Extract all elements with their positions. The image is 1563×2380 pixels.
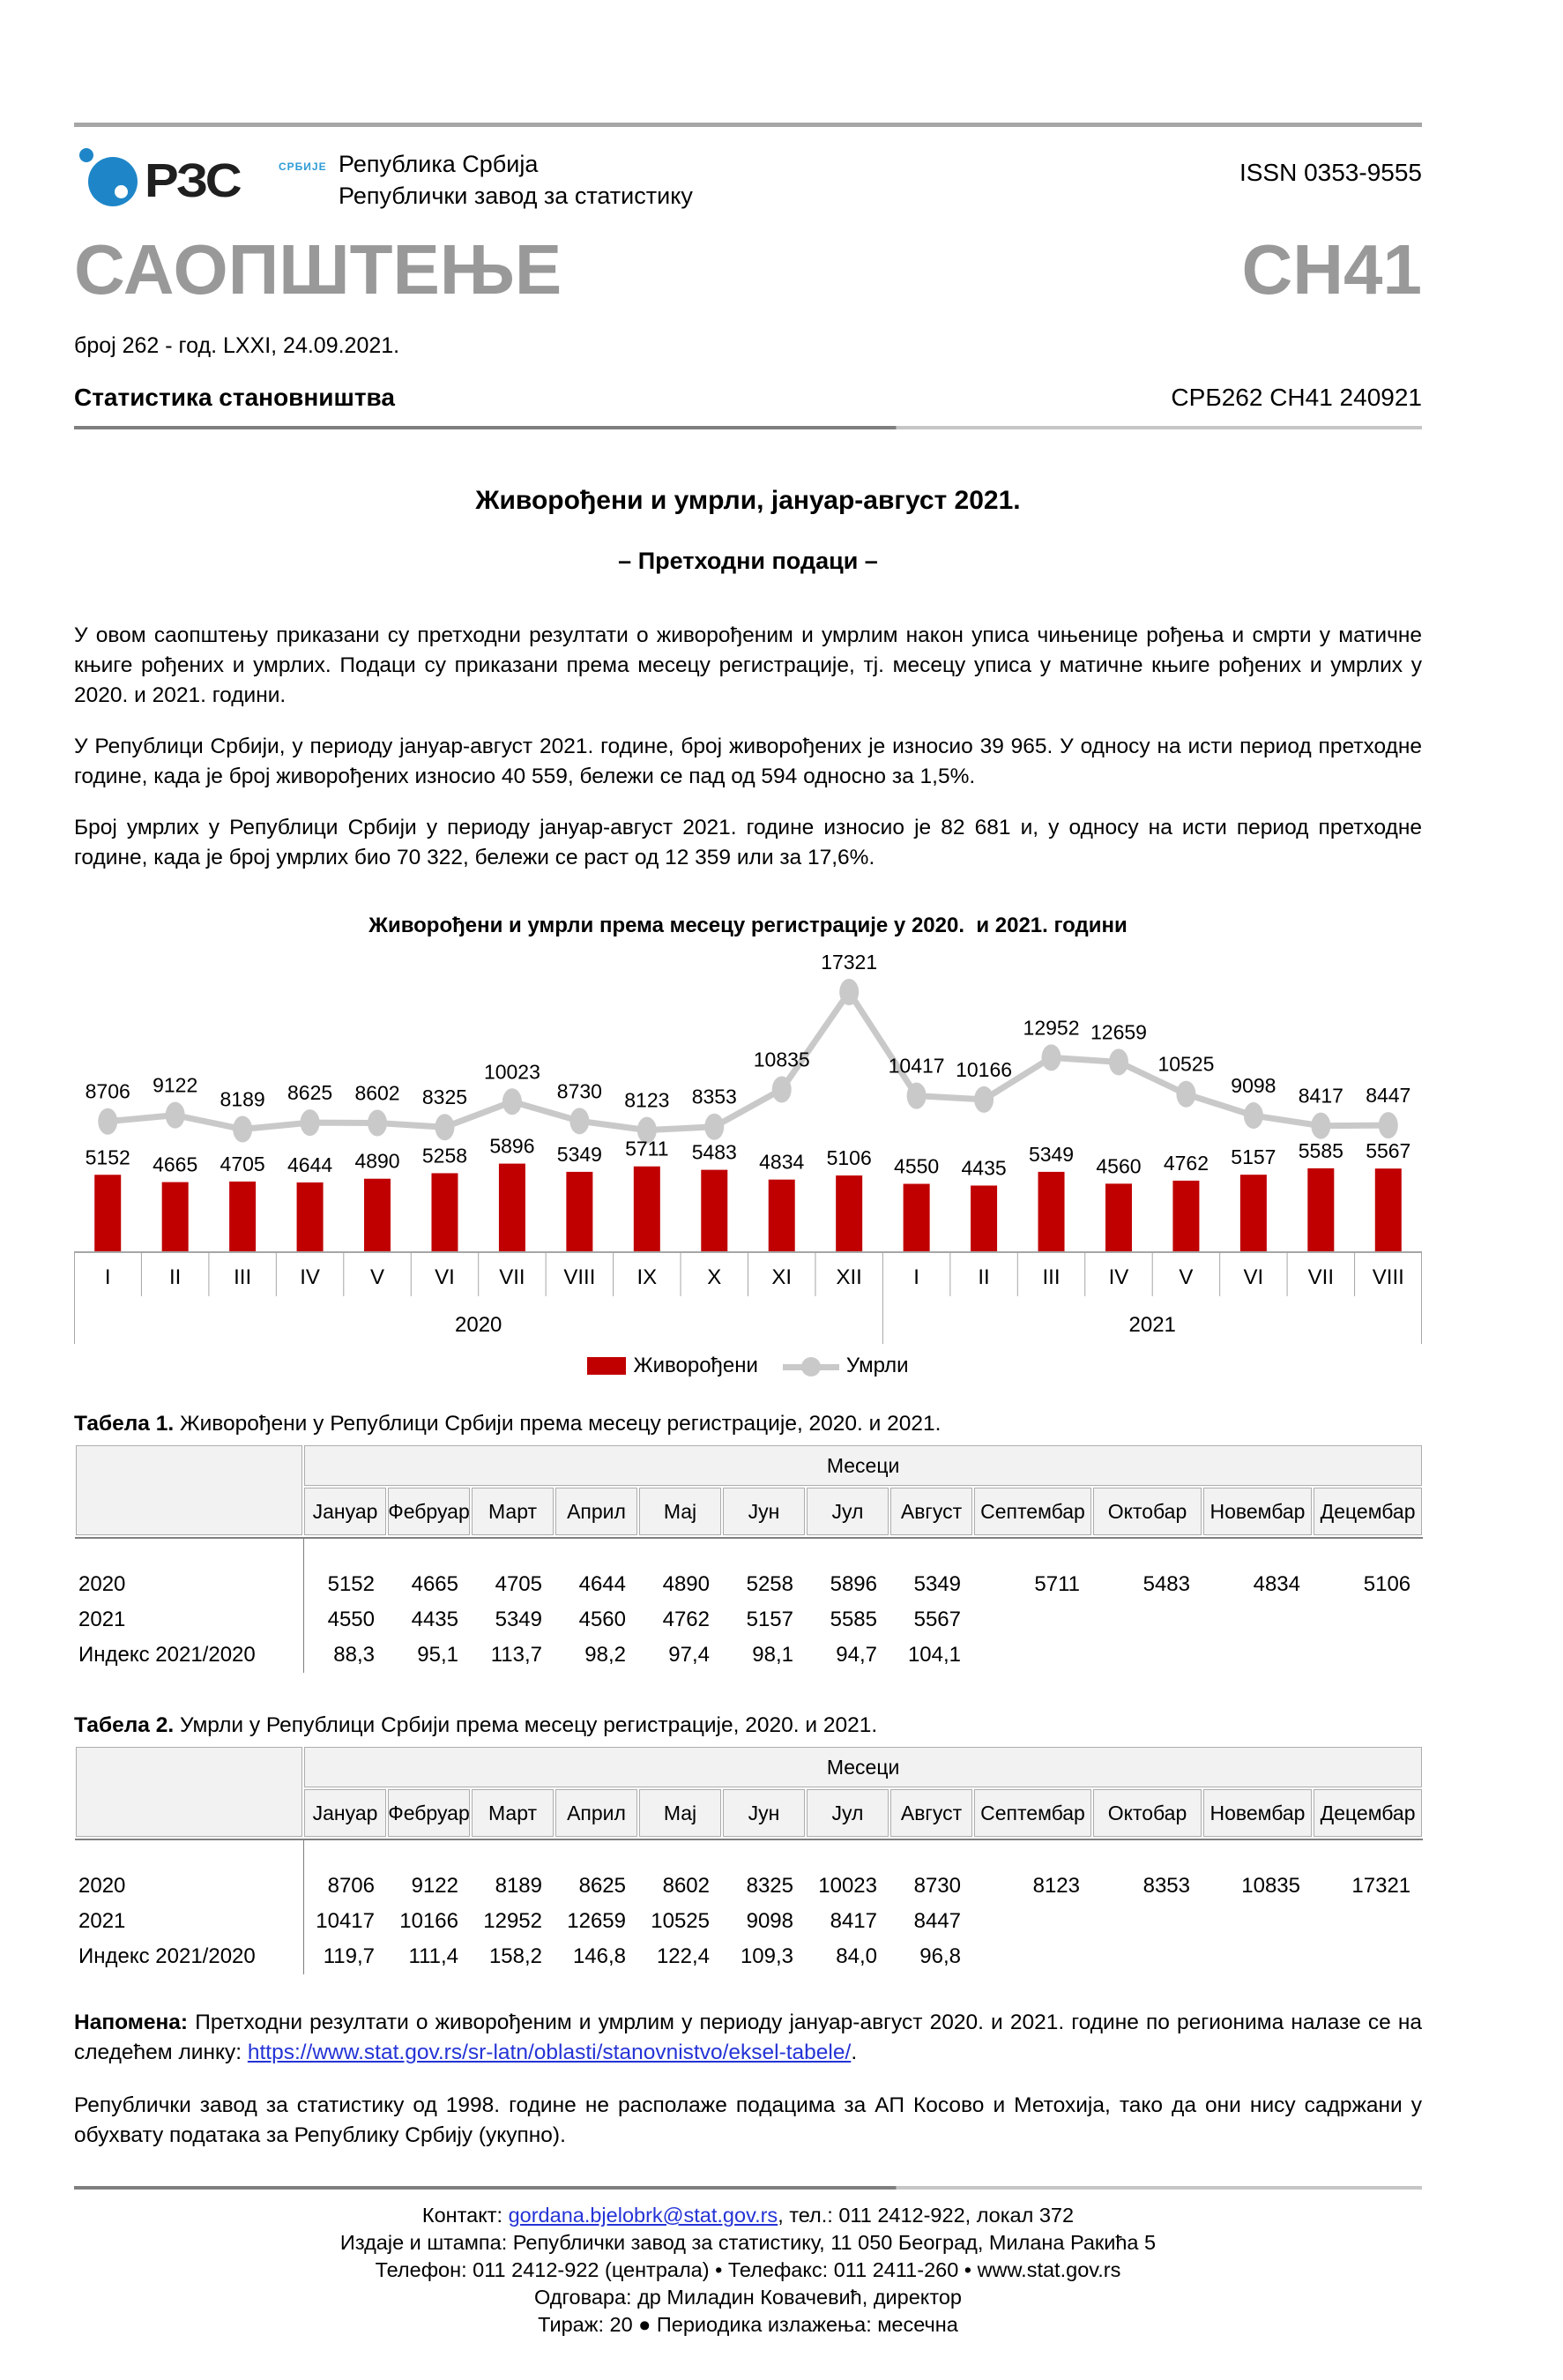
bar-value-label: 5157 xyxy=(1231,1145,1276,1169)
data-cell: 4644 xyxy=(578,1572,626,1596)
line-value-label: 8353 xyxy=(691,1085,737,1108)
logo-acronym: РЗС xyxy=(145,153,241,207)
logo-inner-circle xyxy=(115,185,128,198)
births-table xyxy=(74,1444,1424,1673)
month-label: I xyxy=(104,1265,111,1289)
row-label: 2021 xyxy=(75,1602,303,1638)
column-header: Мај xyxy=(638,1788,722,1838)
month-label: II xyxy=(978,1265,990,1289)
line-marker xyxy=(368,1109,387,1136)
table-group-row xyxy=(75,1746,1423,1788)
bar-value-label: 5711 xyxy=(625,1137,669,1160)
contact-email-link[interactable]: gordana.bjelobrk@stat.gov.rs xyxy=(508,2204,778,2227)
bar xyxy=(229,1182,256,1252)
legend-births-label: Живорођени xyxy=(633,1354,758,1377)
data-cell: 97,4 xyxy=(668,1643,710,1667)
line-marker xyxy=(435,1114,454,1140)
data-cell: 95,1 xyxy=(417,1643,458,1667)
row-label: 2021 xyxy=(75,1904,303,1939)
data-cell: 4550 xyxy=(327,1608,375,1631)
bar xyxy=(1105,1183,1132,1252)
footer-responsible-line: Одговара: др Миладин Ковачевић, директор xyxy=(534,2286,962,2309)
line-marker xyxy=(1042,1044,1061,1071)
table-row xyxy=(75,1939,1423,1974)
logo-sup-text: СРБИЈЕ xyxy=(279,160,327,173)
line-marker xyxy=(704,1114,724,1140)
column-header: Јун xyxy=(722,1487,806,1536)
group-header-cell: Месеци xyxy=(303,1444,1423,1487)
data-cell: 146,8 xyxy=(572,1944,626,1968)
data-cell: 88,3 xyxy=(333,1643,375,1667)
data-cell: 5896 xyxy=(830,1572,877,1596)
issue-line: број 262 - год. LXXI, 24.09.2021. xyxy=(74,333,400,358)
year-label: 2020 xyxy=(455,1313,502,1337)
data-cell xyxy=(1092,1638,1202,1673)
gap-cell xyxy=(303,1840,1423,1869)
table1-caption xyxy=(74,1412,1422,1436)
data-cell xyxy=(1313,1904,1423,1939)
bar xyxy=(297,1183,324,1252)
chart-title: Живорођени и умрли према месецу регистрације у 2020. и 2021. години xyxy=(368,914,1128,937)
column-header: Август xyxy=(889,1788,973,1838)
bar-value-label: 4890 xyxy=(354,1149,400,1173)
footer-divider xyxy=(74,2186,1422,2190)
section-code: СРБ262 СН41 240921 xyxy=(1171,384,1422,411)
line-value-label: 8447 xyxy=(1366,1084,1411,1108)
row-label: Индекс 2021/2020 xyxy=(75,1939,303,1974)
bar-value-label: 4644 xyxy=(287,1153,333,1176)
bar-value-label: 5349 xyxy=(556,1142,602,1166)
data-cell: 9098 xyxy=(746,1909,793,1933)
line-value-label: 8625 xyxy=(287,1081,333,1105)
logo-small-dot xyxy=(79,148,93,162)
column-header: Јануар xyxy=(303,1788,387,1838)
line-value-label: 17321 xyxy=(821,951,878,974)
bar xyxy=(971,1185,997,1252)
column-header: Април xyxy=(554,1788,638,1838)
data-cell: 8325 xyxy=(746,1874,793,1898)
month-label: IV xyxy=(1108,1265,1129,1289)
year-label: 2021 xyxy=(1128,1313,1176,1337)
data-cell: 111,4 xyxy=(408,1944,458,1968)
data-cell: 5349 xyxy=(913,1572,961,1596)
data-cell: 5258 xyxy=(746,1572,793,1596)
data-cell: 12659 xyxy=(567,1909,626,1933)
bar xyxy=(904,1184,930,1252)
line-marker xyxy=(839,979,859,1005)
chart-legend xyxy=(74,1354,1422,1378)
month-label: III xyxy=(234,1265,252,1289)
data-cell xyxy=(1313,1939,1423,1974)
line-value-label: 9098 xyxy=(1231,1074,1276,1098)
line-value-label: 8325 xyxy=(421,1086,468,1109)
bulletin-code: СН41 xyxy=(1241,230,1422,309)
article-title: Живорођени и умрли, јануар-август 2021. xyxy=(475,486,1021,515)
column-header: Март xyxy=(471,1788,554,1838)
month-label: V xyxy=(370,1265,385,1289)
line-value-label: 10166 xyxy=(956,1057,1013,1081)
bar-value-label: 5567 xyxy=(1366,1139,1411,1163)
data-cell xyxy=(1202,1638,1313,1673)
data-cell: 122,4 xyxy=(656,1944,710,1968)
bar-value-label: 4665 xyxy=(153,1153,198,1176)
column-header: Новембар xyxy=(1202,1487,1313,1536)
line-value-label: 8602 xyxy=(354,1081,400,1105)
data-cell xyxy=(1092,1939,1202,1974)
rzs-logo xyxy=(74,138,339,222)
column-header: Јануар xyxy=(303,1487,387,1536)
data-cell: 5483 xyxy=(1142,1572,1190,1596)
org-line-2: Републички завод за статистику xyxy=(339,183,693,209)
line-value-label: 12659 xyxy=(1090,1020,1147,1044)
chart xyxy=(74,942,1422,1354)
bar xyxy=(1038,1172,1065,1252)
column-header: Март xyxy=(471,1487,554,1536)
data-cell xyxy=(1092,1602,1202,1638)
column-header: Април xyxy=(554,1487,638,1536)
bar-value-label: 5483 xyxy=(691,1140,737,1164)
data-cell xyxy=(973,1939,1092,1974)
bar xyxy=(1172,1181,1199,1252)
section-divider xyxy=(74,426,1422,429)
bar xyxy=(1240,1175,1267,1252)
legend-item-births xyxy=(587,1354,757,1378)
line-marker xyxy=(974,1086,994,1113)
data-cell: 8730 xyxy=(913,1874,961,1898)
line-marker xyxy=(1176,1081,1195,1108)
line-value-label: 8730 xyxy=(556,1079,602,1103)
column-header: Мај xyxy=(638,1487,722,1536)
line-value-label: 10525 xyxy=(1157,1052,1215,1076)
legend-deaths-label: Умрли xyxy=(845,1354,909,1377)
bulletin-title: САОПШТЕЊЕ xyxy=(74,230,562,309)
month-label: XII xyxy=(836,1265,862,1289)
bar-value-label: 4834 xyxy=(759,1150,805,1174)
page-header xyxy=(74,138,1422,222)
table-group-row xyxy=(75,1444,1423,1487)
line-marker xyxy=(233,1116,252,1143)
data-cell: 5152 xyxy=(327,1572,375,1596)
excel-tables-link[interactable]: https://www.stat.gov.rs/sr-latn/oblasti/stanovnistvo/eksel-tabele/ xyxy=(247,2041,852,2064)
data-cell: 17321 xyxy=(1351,1874,1411,1898)
line-marker xyxy=(1244,1102,1263,1129)
table-gap-row xyxy=(75,1840,1423,1869)
table1-caption-text: Живорођени у Републици Србији према месецу регистрације, 2020. и 2021. xyxy=(174,1412,942,1436)
contact-rest: , тел.: 011 2412-922, локал 372 xyxy=(778,2204,1075,2227)
data-cell: 10525 xyxy=(651,1909,710,1933)
footer-circulation-line: Тираж: 20 ● Периодика излажења: месечна xyxy=(538,2313,958,2336)
paragraph-2: У Републици Србији, у периоду јануар-август 2021. године, број живорођених је износио 39 965. У односу на исти период претходне године, када је број живорођених износио 40 559, бележи се пад од 594 односно за 1,5%. xyxy=(74,735,1422,788)
data-cell: 119,7 xyxy=(323,1944,375,1968)
section-row xyxy=(74,384,1422,412)
bar-value-label: 5106 xyxy=(826,1146,872,1170)
line-value-label: 10835 xyxy=(753,1048,810,1071)
column-header: Јул xyxy=(806,1788,889,1838)
month-label: IV xyxy=(300,1265,320,1289)
table2-caption xyxy=(74,1713,1422,1738)
legend-deaths-swatch xyxy=(783,1364,839,1370)
line-marker xyxy=(166,1102,185,1129)
footer-phone-line: Телефон: 011 2412-922 (централа) • Телефакс: 011 2411-260 • www.stat.gov.rs xyxy=(375,2258,1121,2281)
corner-cell xyxy=(75,1444,303,1536)
note-text-after-link: . xyxy=(851,2041,858,2064)
footer xyxy=(74,2202,1422,2339)
line-value-label: 8706 xyxy=(85,1079,130,1103)
month-label: IX xyxy=(636,1265,658,1289)
month-label: III xyxy=(1042,1265,1061,1289)
masthead xyxy=(74,230,1422,309)
data-cell: 8353 xyxy=(1142,1874,1190,1898)
bar xyxy=(94,1175,121,1252)
logo-circle xyxy=(88,157,138,206)
line-marker xyxy=(569,1108,589,1134)
table2-caption-text: Умрли у Републици Србији према месецу регистрације, 2020. и 2021. xyxy=(174,1713,878,1737)
bar xyxy=(836,1175,862,1252)
month-label: VII xyxy=(499,1265,525,1289)
column-header: Септембар xyxy=(973,1788,1092,1838)
org-line-1: Република Србија xyxy=(339,151,539,177)
gap-cell xyxy=(75,1840,303,1869)
line-marker xyxy=(502,1088,522,1115)
month-label: I xyxy=(913,1265,919,1289)
table-gap-row xyxy=(75,1539,1423,1567)
data-cell: 94,7 xyxy=(836,1643,877,1667)
column-header: Фебруар xyxy=(387,1788,471,1838)
column-header: Децембар xyxy=(1313,1788,1423,1838)
row-label: 2020 xyxy=(75,1567,303,1602)
bar xyxy=(701,1170,727,1252)
data-cell: 158,2 xyxy=(488,1944,542,1968)
line-value-label: 8189 xyxy=(220,1087,265,1111)
note-label: Напомена: xyxy=(74,2011,189,2034)
data-cell xyxy=(973,1904,1092,1939)
data-cell: 8123 xyxy=(1032,1874,1080,1898)
data-cell: 8706 xyxy=(327,1874,375,1898)
table-row xyxy=(75,1602,1423,1638)
data-cell: 4435 xyxy=(411,1608,458,1631)
paragraph-1: У овом саопштењу приказани су претходни резултати о живорођеним и умрлим након уписа чињенице рођења и смрти у матичне књиге рођених и умрлих. Подаци су приказани према месецу регистрације, тј. месецу уписа у матичне књиге рођених и умрлих у 2020. и 2021. години. xyxy=(74,623,1422,707)
data-cell: 98,2 xyxy=(584,1643,626,1667)
month-label: VI xyxy=(1243,1265,1264,1289)
line-value-label: 10417 xyxy=(888,1054,945,1078)
corner-cell xyxy=(75,1746,303,1838)
month-label: VIII xyxy=(1372,1265,1404,1289)
bar xyxy=(364,1179,391,1252)
data-cell: 4560 xyxy=(578,1608,626,1631)
line-value-label: 8417 xyxy=(1298,1084,1343,1108)
chart-canvas xyxy=(74,942,1422,1349)
line-marker xyxy=(1379,1112,1398,1138)
line-marker xyxy=(907,1083,927,1109)
org-name xyxy=(339,138,693,222)
line-marker xyxy=(772,1076,792,1102)
month-label: X xyxy=(707,1265,722,1289)
column-header: Децембар xyxy=(1313,1487,1423,1536)
row-label: 2020 xyxy=(75,1869,303,1904)
data-cell: 5157 xyxy=(746,1608,793,1631)
footer-publisher-line: Издаје и штампа: Републички завод за статистику, 11 050 Београд, Милана Ракића 5 xyxy=(339,2231,1157,2254)
table-row xyxy=(75,1567,1423,1602)
group-header-cell: Месеци xyxy=(303,1746,1423,1788)
line-value-label: 10023 xyxy=(483,1060,540,1084)
line-marker xyxy=(1311,1113,1330,1139)
top-divider xyxy=(74,123,1422,127)
data-cell: 8602 xyxy=(662,1874,710,1898)
bar-value-label: 5585 xyxy=(1298,1138,1343,1162)
data-cell: 98,1 xyxy=(752,1643,793,1667)
data-cell: 12952 xyxy=(483,1909,542,1933)
bar xyxy=(1375,1168,1402,1252)
footer-contact-line xyxy=(74,2202,1422,2229)
bar xyxy=(162,1183,189,1252)
row-label: Индекс 2021/2020 xyxy=(75,1638,303,1673)
data-cell: 4665 xyxy=(411,1572,458,1596)
bar-value-label: 4560 xyxy=(1096,1154,1142,1178)
column-header: Јул xyxy=(806,1487,889,1536)
column-header: Фебруар xyxy=(387,1487,471,1536)
line-marker xyxy=(1109,1048,1128,1075)
column-header: Јун xyxy=(722,1788,806,1838)
data-cell: 84,0 xyxy=(836,1944,877,1968)
month-label: II xyxy=(169,1265,182,1289)
line-marker xyxy=(301,1109,320,1136)
data-cell xyxy=(1202,1602,1313,1638)
data-cell: 4890 xyxy=(662,1572,710,1596)
gap-cell xyxy=(303,1539,1423,1567)
data-cell: 8625 xyxy=(578,1874,626,1898)
bulletin-page xyxy=(74,123,1422,2339)
data-cell: 8447 xyxy=(913,1909,961,1933)
issn-number: ISSN 0353-9555 xyxy=(1239,159,1422,186)
note-text-before-link: Претходни резултати о живорођеним и умрлим у периоду јануар-август 2020. и 2021. године по регионима налазе се на следећем линку: xyxy=(74,2011,1422,2064)
month-label: VII xyxy=(1307,1265,1334,1289)
month-label: VIII xyxy=(563,1265,596,1289)
bar xyxy=(769,1180,795,1252)
line-marker xyxy=(98,1108,117,1135)
data-cell: 5711 xyxy=(1034,1572,1080,1596)
data-cell: 109,3 xyxy=(740,1944,793,1968)
contact-label: Контакт: xyxy=(421,2204,509,2227)
legend-deaths-marker xyxy=(801,1357,821,1377)
section-title: Статистика становништва xyxy=(74,384,395,411)
bar-value-label: 4705 xyxy=(220,1152,265,1175)
table-row xyxy=(75,1904,1423,1939)
bar-value-label: 4762 xyxy=(1163,1151,1209,1175)
bar-value-label: 4550 xyxy=(894,1154,940,1178)
data-cell: 5349 xyxy=(495,1608,542,1631)
bar xyxy=(1307,1168,1334,1252)
table1-caption-number: Табела 1. xyxy=(74,1412,175,1436)
month-label: VI xyxy=(435,1265,455,1289)
data-cell xyxy=(1202,1904,1313,1939)
data-cell: 113,7 xyxy=(490,1643,542,1667)
legend-item-deaths xyxy=(783,1354,909,1378)
data-cell: 10023 xyxy=(818,1874,877,1898)
data-cell: 9122 xyxy=(411,1874,458,1898)
data-cell: 8189 xyxy=(495,1874,542,1898)
data-cell: 10835 xyxy=(1241,1874,1300,1898)
deaths-table xyxy=(74,1745,1424,1974)
bar xyxy=(499,1164,525,1252)
data-cell: 96,8 xyxy=(919,1944,961,1968)
data-cell: 8417 xyxy=(830,1909,877,1933)
data-cell: 5585 xyxy=(830,1608,877,1631)
table-row xyxy=(75,1869,1423,1904)
data-cell: 4705 xyxy=(495,1572,542,1596)
data-cell xyxy=(1313,1638,1423,1673)
table-row xyxy=(75,1638,1423,1673)
data-cell: 10166 xyxy=(399,1909,458,1933)
line-value-label: 8123 xyxy=(624,1088,670,1112)
bar-value-label: 5258 xyxy=(421,1144,468,1168)
data-cell: 4834 xyxy=(1253,1572,1300,1596)
bar-value-label: 5152 xyxy=(85,1145,130,1169)
paragraph-3: Број умрлих у Републици Србији у периоду јануар-август 2021. године износио је 82 681 и, у односу на исти период претходне године, када је број умрлих био 70 322, бележи се раст од 12 359 или за 17,6%. xyxy=(74,816,1422,869)
data-cell xyxy=(973,1602,1092,1638)
column-header: Август xyxy=(889,1487,973,1536)
note-paragraph xyxy=(74,2008,1422,2068)
kosovo-note-paragraph: Републички завод за статистику од 1998. године не располаже подацима за АП Косово и Метохија, тако да они нису садржани у обухвату података за Републику Србију (укупно). xyxy=(74,2093,1422,2147)
data-cell xyxy=(1202,1939,1313,1974)
bar-value-label: 5349 xyxy=(1028,1142,1075,1166)
column-header: Октобар xyxy=(1092,1487,1202,1536)
data-cell: 5106 xyxy=(1363,1572,1411,1596)
table2-caption-number: Табела 2. xyxy=(74,1713,175,1737)
line-value-label: 12952 xyxy=(1023,1016,1080,1040)
legend-births-swatch xyxy=(587,1357,626,1375)
column-header: Септембар xyxy=(973,1487,1092,1536)
data-cell xyxy=(973,1638,1092,1673)
data-cell: 4762 xyxy=(662,1608,710,1631)
bar xyxy=(566,1172,592,1252)
line-value-label: 9122 xyxy=(153,1073,198,1097)
gap-cell xyxy=(75,1539,303,1567)
bar-value-label: 4435 xyxy=(961,1156,1007,1180)
data-cell: 10417 xyxy=(316,1909,375,1933)
column-header: Октобар xyxy=(1092,1788,1202,1838)
data-cell: 104,1 xyxy=(907,1643,961,1667)
bar xyxy=(431,1173,458,1252)
month-label: XI xyxy=(771,1265,793,1289)
column-header: Новембар xyxy=(1202,1788,1313,1838)
data-cell xyxy=(1092,1904,1202,1939)
bar xyxy=(634,1167,660,1252)
data-cell: 5567 xyxy=(913,1608,961,1631)
article-subtitle: – Претходни подаци – xyxy=(618,548,878,574)
month-label: V xyxy=(1179,1265,1194,1289)
data-cell xyxy=(1313,1602,1423,1638)
bar-value-label: 5896 xyxy=(489,1134,535,1158)
